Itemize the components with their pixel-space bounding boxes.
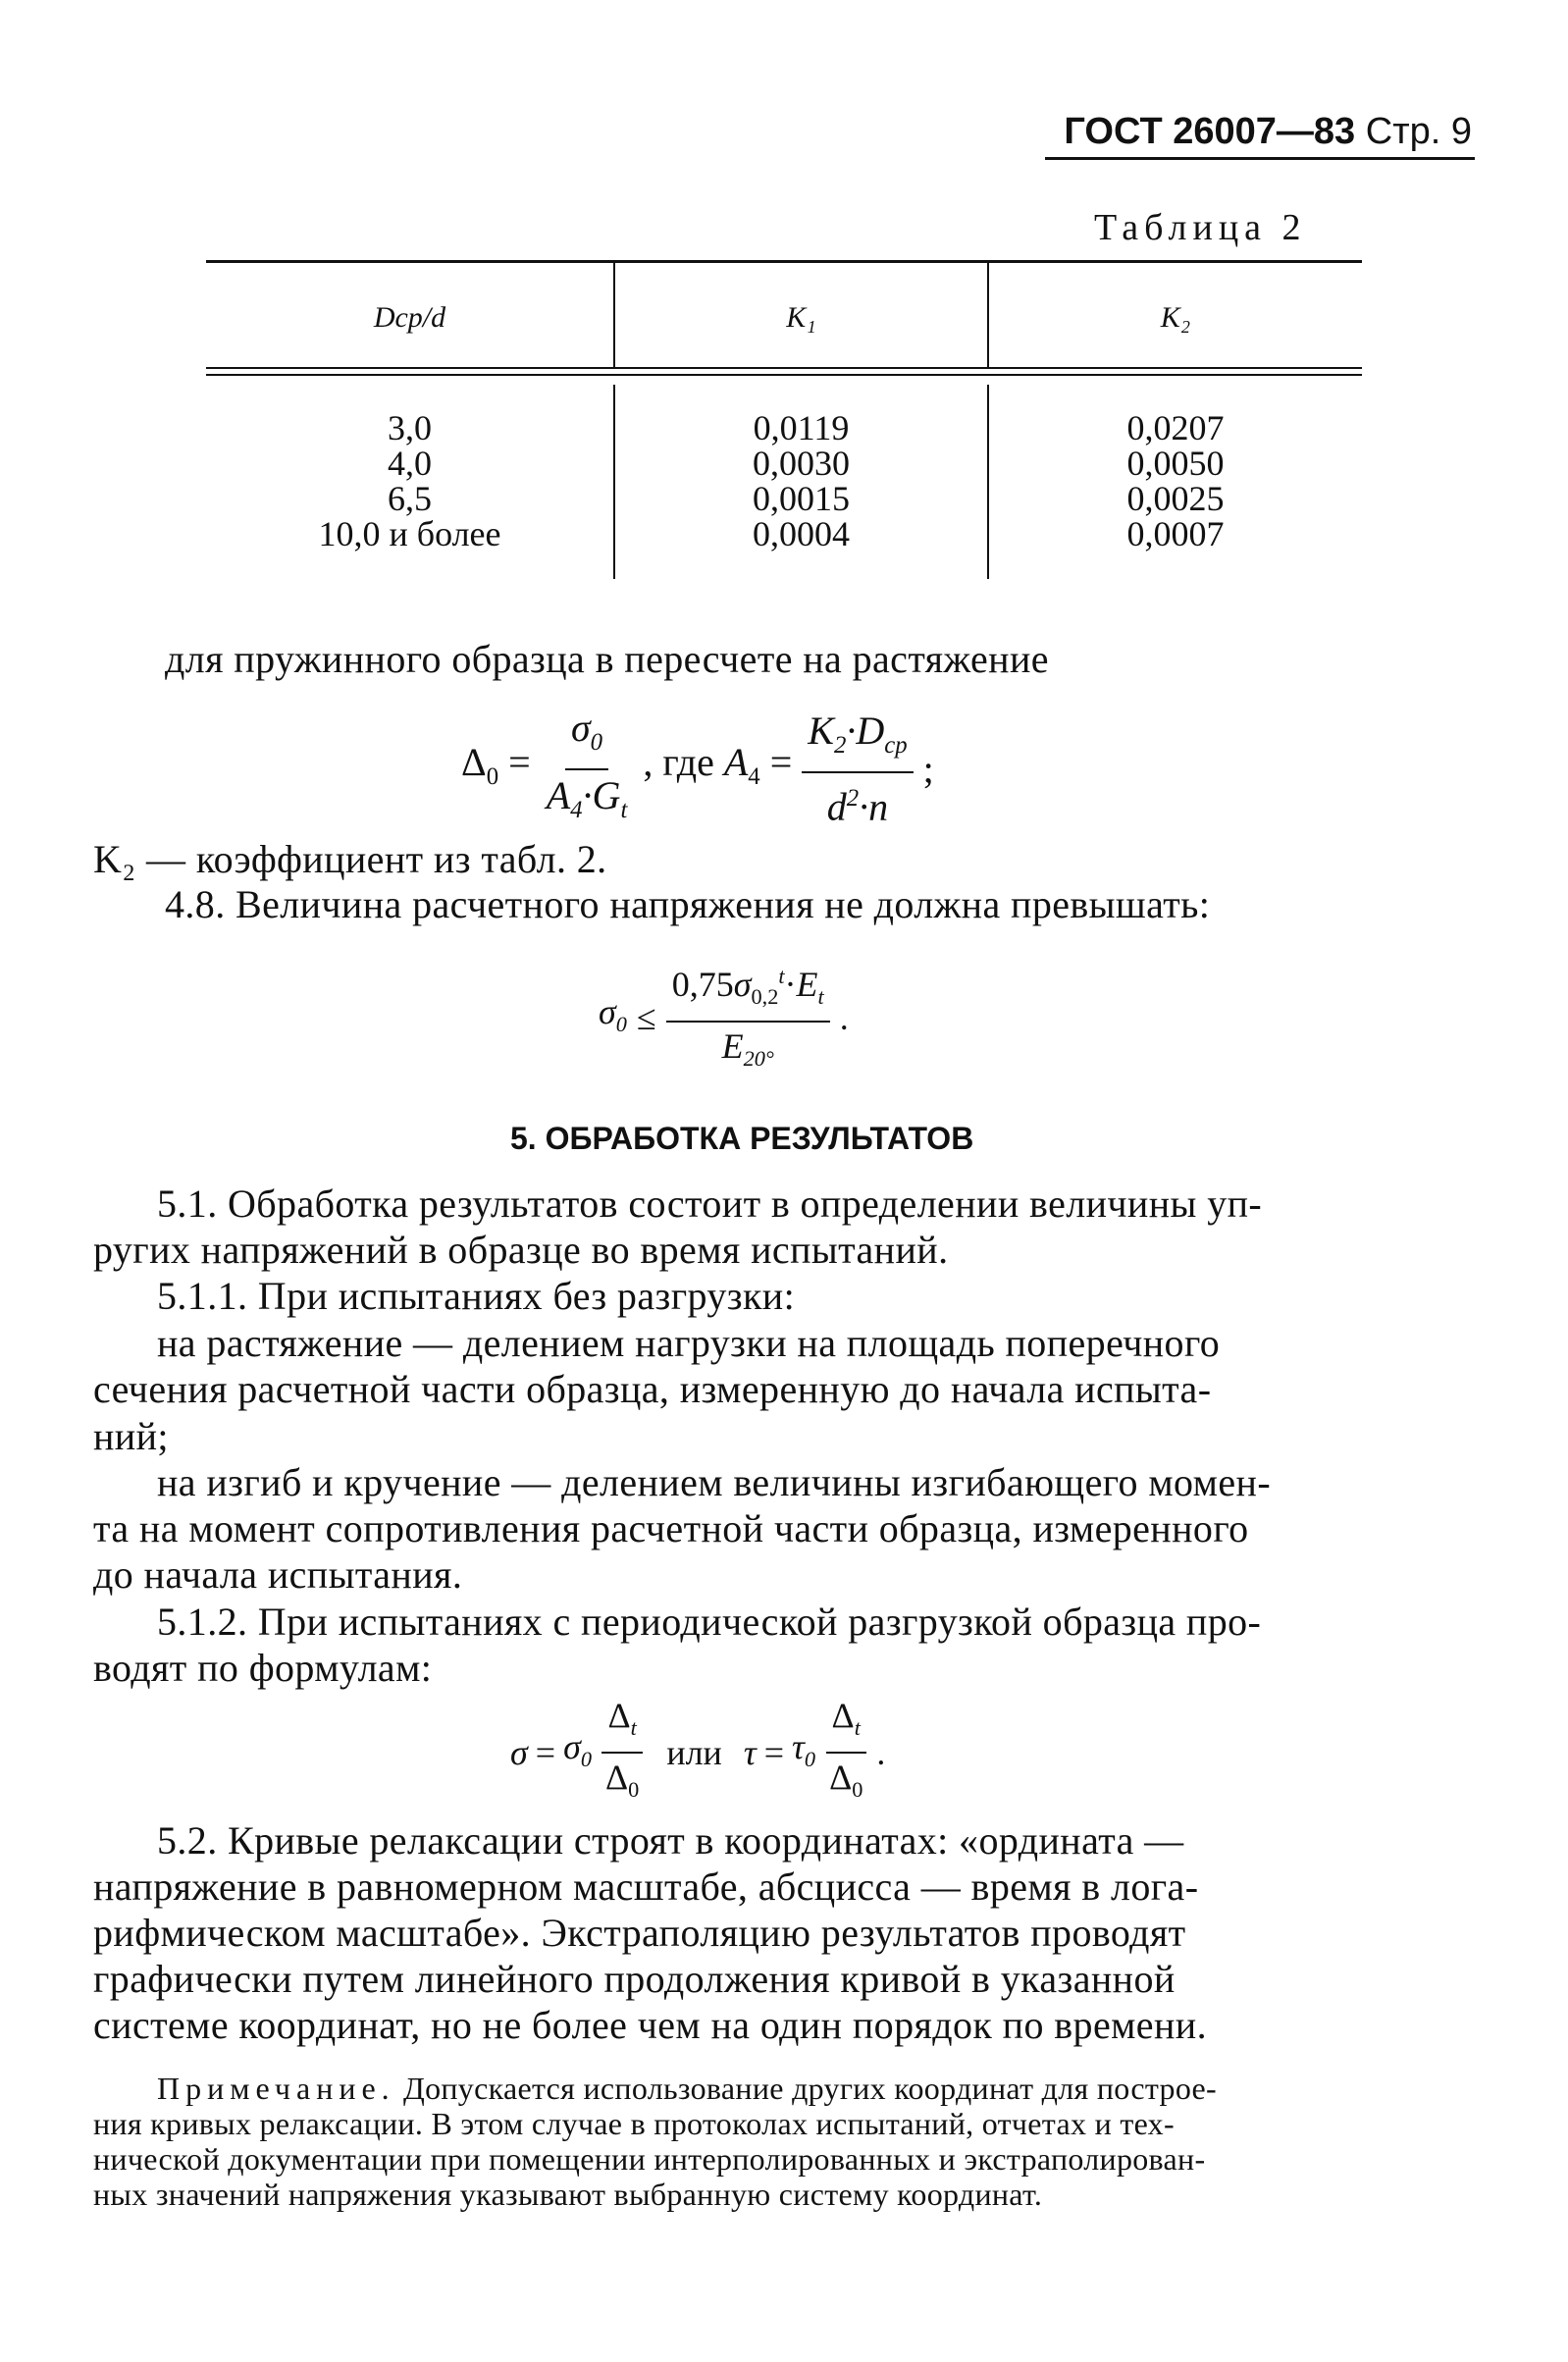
tension-line-2: сечения расчетной части образца, измеренную до начала испыта- — [93, 1367, 1212, 1411]
table-cell-ratio: 6,5 — [388, 479, 432, 518]
paragraph-5-1-1: 5.1.1. При испытаниях без разгрузки: — [157, 1274, 796, 1318]
paragraph-5-2-line-5: системе координат, но не более чем на один порядок по времени. — [93, 2003, 1207, 2047]
note-line-2: ния кривых релаксации. В этом случае в протоколах испытаний, отчетах и тех- — [93, 2106, 1175, 2141]
table-cell-ratio: 3,0 — [388, 408, 432, 447]
table-header-rule-2 — [206, 374, 1362, 376]
table-header-dcp-d: Dср/d — [373, 301, 446, 334]
page-number: Стр. 9 — [1365, 111, 1472, 152]
table-cell-k2: 0,0207 — [1126, 408, 1225, 447]
table-cell-k1: 0,0004 — [753, 514, 850, 553]
bending-line-3: до начала испытания. — [93, 1552, 463, 1597]
table-cell-k1: 0,0030 — [753, 444, 850, 483]
table-cell-ratio: 4,0 — [388, 444, 432, 483]
section-5-title: 5. ОБРАБОТКА РЕЗУЛЬТАТОВ — [510, 1121, 974, 1156]
header-rule — [1045, 157, 1475, 160]
table-cell-k2: 0,0050 — [1126, 444, 1225, 483]
paragraph-5-1-2-line-1: 5.1.2. При испытаниях с периодической разгрузкой образца про- — [157, 1600, 1262, 1644]
formula-delta0: $\Delta_0$ = $\frac{\sigma_0}{A_4\cdot G_t}$ , где $A_4$ = $\frac{K_2\cdot D_{ср}}{d^2\cdot n}$ ; — [461, 706, 934, 829]
paragraph-5-1-2-line-2: водят по формулам: — [93, 1646, 433, 1690]
bending-line-2: та на момент сопротивления расчетной части образца, измеренного — [93, 1506, 1249, 1550]
paragraph-5-2-line-3: рифмическом масштабе». Экстраполяцию результатов проводят — [93, 1911, 1186, 1955]
note-line-4: ных значений напряжения указывают выбранную систему координат. — [93, 2177, 1043, 2212]
paragraph-4-8: 4.8. Величина расчетного напряжения не должна превышать: — [165, 882, 1211, 926]
k2-definition: K₂ — коэффициент из табл. 2. — [93, 837, 607, 881]
paragraph-5-2-line-1: 5.2. Кривые релаксации строят в координатах: «ордината — — [157, 1818, 1184, 1863]
bending-line-1: на изгиб и кручение — делением величины изгибающего момен- — [157, 1460, 1272, 1504]
paragraph-5-2-line-4: графически путем линейного продолжения кривой в указанной — [93, 1957, 1176, 2001]
table-cell-k2: 0,0025 — [1126, 479, 1225, 518]
table-top-rule — [206, 260, 1362, 263]
paragraph-5-1-line-1: 5.1. Обработка результатов состоит в определении величины уп- — [157, 1181, 1263, 1226]
table-header-rule-1 — [206, 367, 1362, 369]
table-cell-k1: 0,0015 — [753, 479, 850, 518]
note-line-3: нической документации при помещении интерполированных и экстраполирован- — [93, 2141, 1206, 2177]
formula-sigma-limit: $\sigma_0$ ≤ $\frac{0,75\sigma_{0,2}^t\cdot E_t}{E_{20^\circ}}$ . — [599, 957, 991, 1078]
formula-periodic: σ = $\sigma_0$ $\frac{\Delta_t}{\Delta_0}$ или τ = $\tau_0$ $\frac{\Delta_t}{\Delta_0}$ . — [510, 1696, 886, 1803]
paragraph-5-2-line-2: напряжение в равномерном масштабе, абсцисса — время в лога- — [93, 1864, 1199, 1909]
table-header-k2: K₂ — [1160, 301, 1191, 334]
note-label: Примечание. — [157, 2071, 395, 2106]
table-cell-k1: 0,0119 — [753, 408, 850, 447]
paragraph-5-1-line-2: ругих напряжений в образце во время испытаний. — [93, 1228, 949, 1272]
standard-number: ГОСТ 26007—83 — [1064, 111, 1356, 152]
tension-line-1: на растяжение — делением нагрузки на площадь поперечного — [157, 1321, 1221, 1365]
tension-line-3: ний; — [93, 1414, 169, 1458]
table-cell-ratio: 10,0 и более — [318, 514, 501, 553]
table-header-k1: K₁ — [786, 301, 816, 334]
note-line-1 — [157, 2071, 1217, 2106]
table-cell-k2: 0,0007 — [1126, 514, 1225, 553]
page-header — [991, 110, 1472, 153]
spring-intro: для пружинного образца в пересчете на растяжение — [165, 637, 1049, 681]
table-caption: Таблица 2 — [1094, 207, 1307, 248]
note-text-1: Допускается использование других координат для построе- — [402, 2071, 1217, 2106]
